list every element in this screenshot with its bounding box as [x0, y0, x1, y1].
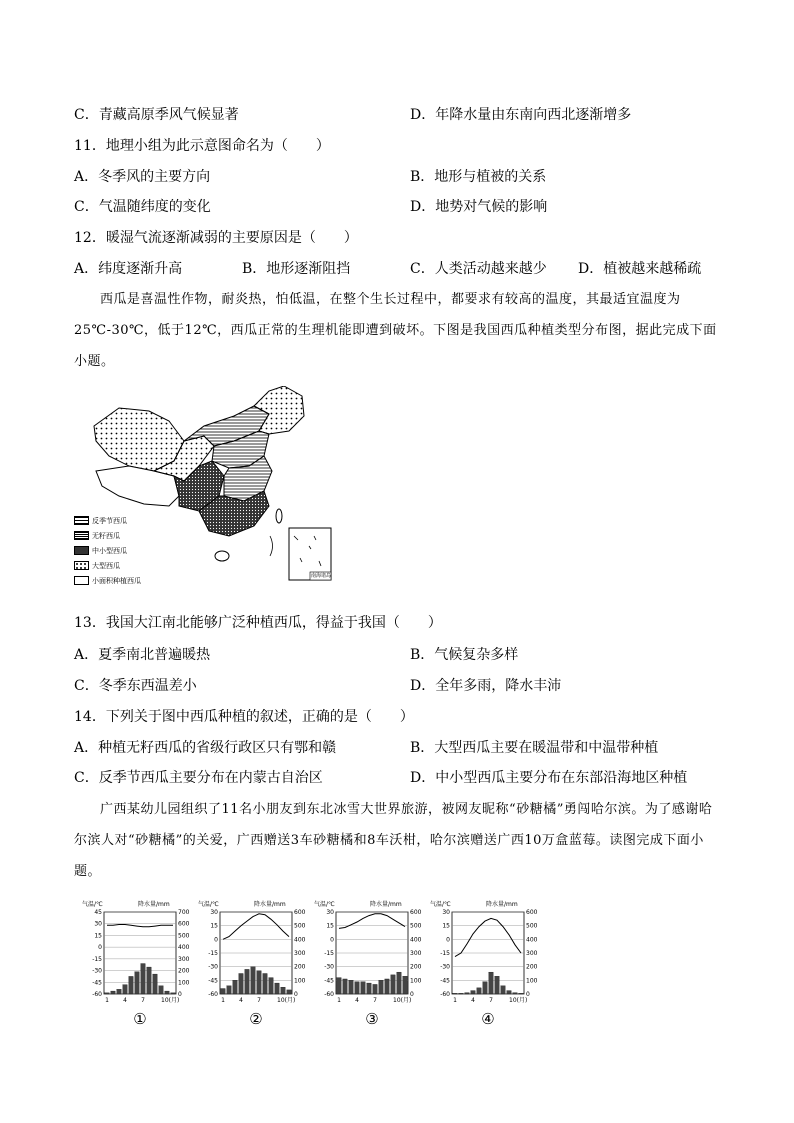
q14-option-d: D．中小型西瓜主要分布在东部沿海地区种植 [410, 770, 688, 786]
temp-tick-label: -60 [92, 991, 102, 998]
precip-tick-label: 300 [526, 950, 538, 957]
temp-axis-title: 气温/℃ [198, 901, 219, 908]
temp-tick-label: 0 [214, 936, 218, 944]
climate-chart-svg [196, 898, 316, 1008]
precip-tick-label: 200 [178, 967, 190, 975]
precip-bar [159, 986, 163, 994]
precip-bar [483, 982, 487, 994]
month-tick-label: 1 [105, 997, 109, 1004]
precip-tick-label: 500 [526, 922, 538, 930]
temp-tick-label: -60 [324, 991, 334, 998]
climate-chart-4 [428, 898, 548, 1028]
month-tick-label: 4 [355, 997, 359, 1004]
precip-tick-label: 400 [294, 936, 306, 944]
climate-chart-1 [80, 898, 200, 1028]
temp-tick-label: -45 [324, 977, 334, 985]
q13-stem: 13．我国大江南北能够广泛种植西瓜，得益于我国（ ） [74, 615, 442, 631]
q11-stem: 11．地理小组为此示意图命名为（ ） [74, 138, 330, 154]
precip-bar [397, 972, 401, 994]
precip-tick-label: 300 [178, 955, 190, 963]
temperature-line [107, 925, 173, 927]
precip-bar [117, 989, 121, 994]
precip-bar [171, 993, 175, 994]
temp-tick-label: -15 [440, 950, 450, 957]
precip-tick-label: 700 [178, 909, 190, 916]
temp-tick-label: 30 [210, 909, 218, 916]
precip-tick-label: 600 [410, 909, 422, 916]
precip-bar [287, 990, 291, 994]
precip-tick-label: 100 [294, 977, 306, 985]
precip-bar [245, 969, 249, 994]
month-tick-label: 10(月) [393, 997, 412, 1004]
precip-bar [251, 967, 255, 994]
temp-tick-label: 15 [442, 922, 450, 930]
q11-option-b: B．地形与植被的关系 [410, 169, 547, 185]
precip-bar [135, 972, 139, 994]
precip-bar [355, 982, 359, 994]
month-tick-label: 4 [239, 997, 243, 1004]
precip-bar [465, 993, 469, 994]
precip-bar [489, 972, 493, 994]
precip-tick-label: 0 [294, 991, 298, 998]
precip-bar [337, 978, 341, 994]
q11-option-a: A．冬季风的主要方向 [74, 169, 211, 185]
temp-tick-label: -15 [92, 955, 102, 963]
temp-tick-label: -30 [440, 963, 450, 971]
temp-tick-label: 0 [330, 936, 334, 944]
precip-tick-label: 200 [410, 963, 422, 971]
precip-bar [227, 986, 231, 994]
climate-chart-svg [312, 898, 432, 1008]
temp-tick-label: -45 [92, 979, 102, 987]
taiwan [276, 509, 282, 523]
temp-tick-label: -15 [324, 950, 334, 957]
q10-option-c: C．青藏高原季风气候显著 [74, 107, 239, 123]
climate-chart-2 [196, 898, 316, 1028]
q13-option-c: C．冬季东西温差小 [74, 678, 197, 694]
precip-bar [477, 988, 481, 994]
climate-chart-label: ④ [481, 1010, 495, 1028]
q13-option-b: B．气候复杂多样 [410, 647, 519, 663]
temp-tick-label: 30 [94, 920, 102, 928]
precip-tick-label: 0 [526, 991, 530, 998]
temp-tick-label: -60 [440, 991, 450, 998]
legend-label: 反季节西瓜 [92, 517, 127, 525]
legend-label: 小面积种植西瓜 [92, 577, 141, 585]
precip-tick-label: 300 [410, 950, 422, 957]
temp-tick-label: -30 [92, 967, 102, 975]
month-tick-label: 1 [221, 997, 225, 1004]
precip-bar [105, 993, 109, 994]
temp-tick-label: -60 [208, 991, 218, 998]
precip-bar [459, 993, 463, 994]
precip-bar [275, 983, 279, 994]
temp-tick-label: 30 [442, 909, 450, 916]
precip-bar [141, 964, 145, 994]
q11-option-c: C．气温随纬度的变化 [74, 199, 211, 215]
temp-axis-title: 气温/℃ [82, 901, 103, 908]
precip-tick-label: 100 [178, 979, 190, 987]
q14-stem: 14．下列关于图中西瓜种植的叙述，正确的是（ ） [74, 709, 414, 725]
temp-axis-title: 气温/℃ [314, 901, 335, 908]
precip-bar [129, 976, 133, 994]
precip-tick-label: 100 [526, 977, 538, 985]
temperature-line [455, 918, 521, 956]
precip-bar [239, 974, 243, 995]
temp-tick-label: -45 [440, 977, 450, 985]
climate-chart-svg [80, 898, 200, 1008]
precip-bar [403, 976, 407, 994]
month-tick-label: 7 [489, 997, 493, 1004]
month-tick-label: 10(月) [277, 997, 296, 1004]
precip-bar [111, 991, 115, 994]
q12-option-d: D．植被越来越稀疏 [578, 261, 702, 277]
precip-bar [123, 985, 127, 994]
temp-axis-title: 气温/℃ [430, 901, 451, 908]
precip-tick-label: 100 [410, 977, 422, 985]
month-tick-label: 10(月) [509, 997, 528, 1004]
temp-tick-label: 0 [98, 944, 102, 952]
precip-bar [513, 993, 517, 994]
precip-bar [367, 983, 371, 994]
month-tick-label: 7 [257, 997, 261, 1004]
precip-bar [343, 979, 347, 994]
precip-bar [507, 991, 511, 994]
guangxi-passage: 广西某幼儿园组织了11名小朋友到东北冰雪大世界旅游，被网友昵称“砂糖橘”勇闯哈尔滨。为了感谢哈尔滨人对“砂糖橘”的关爱，广西赠送3车砂糖橘和8车沃柑，哈尔滨赠送广西10万盒蓝莓。读图完成下面小题。 [74, 802, 713, 879]
plot-frame [104, 912, 176, 994]
q10-option-d: D．年降水量由东南向西北逐渐增多 [410, 107, 632, 123]
inset-label: 南海诸岛 [311, 573, 332, 579]
q13-option-a: A．夏季南北普遍暖热 [74, 647, 211, 663]
region-northwest [94, 408, 184, 471]
q12-option-c: C．人类活动越来越少 [410, 261, 547, 277]
precip-bar [501, 986, 505, 994]
watermelon-passage: 西瓜是喜温性作物，耐炎热，怕低温，在整个生长过程中，都要求有较高的温度，其最适宜温度为25℃-30℃，低于12℃，西瓜正常的生理机能即遭到破坏。下图是我国西瓜种植类型分布图，据此完成下面小题。 [74, 292, 717, 369]
precip-bar [379, 980, 383, 994]
precip-bar [165, 991, 169, 994]
precip-bar [391, 975, 395, 994]
climate-chart-label: ② [249, 1010, 263, 1028]
temperature-line [339, 914, 405, 929]
precip-bar [147, 967, 151, 994]
legend-label: 中小型西瓜 [92, 547, 127, 555]
month-tick-label: 7 [373, 997, 377, 1004]
precip-tick-label: 600 [178, 920, 190, 928]
temperature-line [223, 914, 289, 940]
watermelon-map-figure [74, 386, 336, 586]
precip-bar [361, 982, 365, 994]
precip-bar [263, 974, 267, 995]
month-tick-label: 1 [453, 997, 457, 1004]
precip-bar [453, 993, 457, 994]
climate-chart-svg [428, 898, 548, 1008]
month-tick-label: 4 [471, 997, 475, 1004]
precip-tick-label: 400 [526, 936, 538, 944]
q14-option-a: A．种植无籽西瓜的省级行政区只有鄂和赣 [74, 740, 337, 756]
temp-tick-label: -30 [208, 963, 218, 971]
precip-tick-label: 400 [178, 944, 190, 952]
month-tick-label: 7 [141, 997, 145, 1004]
precip-tick-label: 300 [294, 950, 306, 957]
precip-tick-label: 0 [410, 991, 414, 998]
precip-bar [519, 993, 523, 994]
precip-axis-title: 降水量/mm [486, 901, 518, 908]
climate-chart-3 [312, 898, 432, 1028]
q14-option-c: C．反季节西瓜主要分布在内蒙古自治区 [74, 770, 323, 786]
precip-axis-title: 降水量/mm [370, 901, 402, 908]
temp-tick-label: 15 [94, 932, 102, 940]
precip-tick-label: 400 [410, 936, 422, 944]
month-tick-label: 1 [337, 997, 341, 1004]
china-map [74, 386, 336, 586]
temp-tick-label: 45 [94, 909, 102, 916]
precip-axis-title: 降水量/mm [254, 901, 286, 908]
temp-tick-label: 30 [326, 909, 334, 916]
hainan [215, 551, 229, 561]
legend-label: 大型西瓜 [92, 562, 120, 570]
temp-tick-label: -15 [208, 950, 218, 957]
precip-tick-label: 600 [526, 909, 538, 916]
precip-bar [281, 987, 285, 994]
precip-bar [349, 980, 353, 994]
precip-axis-title: 降水量/mm [138, 901, 170, 908]
precip-bar [471, 991, 475, 994]
q11-option-d: D．地势对气候的影响 [410, 199, 548, 215]
temp-tick-label: 15 [210, 922, 218, 930]
month-tick-label: 10(月) [161, 997, 180, 1004]
q13-option-d: D．全年多雨，降水丰沛 [410, 678, 562, 694]
temp-tick-label: 0 [446, 936, 450, 944]
precip-bar [221, 989, 225, 994]
q14-option-b: B．大型西瓜主要在暖温带和中温带种植 [410, 740, 659, 756]
precip-bar [269, 978, 273, 994]
region-northeast [254, 386, 304, 434]
precip-tick-label: 0 [178, 991, 182, 998]
precip-tick-label: 500 [294, 922, 306, 930]
month-tick-label: 4 [123, 997, 127, 1004]
precip-tick-label: 600 [294, 909, 306, 916]
temp-tick-label: -45 [208, 977, 218, 985]
precip-tick-label: 500 [410, 922, 422, 930]
climate-chart-label: ③ [365, 1010, 379, 1028]
temp-tick-label: -30 [324, 963, 334, 971]
precip-bar [495, 976, 499, 994]
climate-chart-label: ① [133, 1010, 147, 1028]
precip-bar [373, 984, 377, 994]
q12-option-b: B．地形逐渐阻挡 [242, 261, 351, 277]
precip-bar [153, 974, 157, 994]
q12-option-a: A．纬度逐渐升高 [74, 261, 183, 277]
precip-tick-label: 200 [526, 963, 538, 971]
precip-bar [257, 971, 261, 994]
q12-stem: 12．暖湿气流逐渐减弱的主要原因是（ ） [74, 230, 358, 246]
precip-tick-label: 500 [178, 932, 190, 940]
precip-bar [385, 979, 389, 994]
temp-tick-label: 15 [326, 922, 334, 930]
precip-tick-label: 200 [294, 963, 306, 971]
legend-label: 无籽西瓜 [92, 532, 120, 540]
precip-bar [233, 980, 237, 994]
